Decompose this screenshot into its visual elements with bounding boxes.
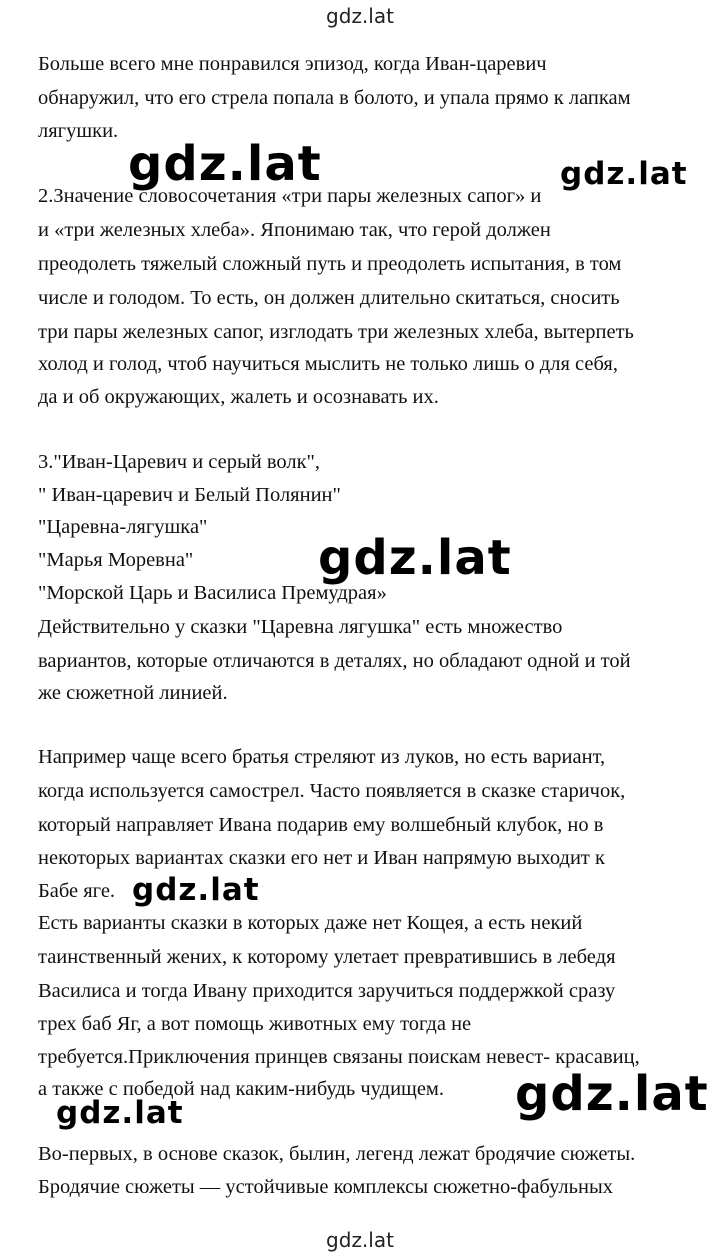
text-line-3: лягушки. [38, 120, 119, 142]
text-line-5: и «три железных хлеба». Японимаю так, что герой должен [38, 219, 551, 241]
watermark: gdz.lat [132, 872, 260, 908]
text-line-28: требуется.Приключения принцев связаны поискам невест- красавиц, [38, 1046, 640, 1068]
text-line-30: Во-первых, в основе сказок, былин, легенд лежат бродячие сюжеты. [38, 1143, 636, 1165]
text-line-24: Есть варианты сказки в которых даже нет Кощея, а есть некий [38, 912, 583, 934]
text-line-29: а также с победой над каким-нибудь чудищем. [38, 1078, 445, 1100]
text-line-31: Бродячие сюжеты — устойчивые комплексы сюжетно-фабульных [38, 1176, 613, 1198]
text-line-26: Василиса и тогда Ивану приходится заручиться поддержкой сразу [38, 980, 616, 1002]
text-line-13: "Царевна-лягушка" [38, 516, 208, 538]
text-line-8: три пары железных сапог, изглодать три железных хлеба, вытерпеть [38, 321, 634, 343]
text-line-10: да и об окружающих, жалеть и осознавать их. [38, 386, 439, 408]
text-line-21: который направляет Ивана подарив ему волшебный клубок, но в [38, 814, 604, 836]
text-line-17: вариантов, которые отличаются в деталях, но обладают одной и той [38, 650, 631, 672]
text-line-7: числе и голодом. То есть, он должен длительно скитаться, сносить [38, 287, 620, 309]
text-line-9: холод и голод, чтоб научиться мыслить не только лишь о для себя, [38, 353, 618, 375]
text-line-2: обнаружил, что его стрела попала в болото, и упала прямо к лапкам [38, 87, 631, 109]
text-line-14: "Марья Моревна" [38, 549, 194, 571]
text-line-6: преодолеть тяжелый сложный путь и преодолеть испытания, в том [38, 253, 622, 275]
text-line-27: трех баб Яг, а вот помощь животных ему тогда не [38, 1013, 472, 1035]
text-line-22: некоторых вариантах сказки его нет и Иван напрямую выходит к [38, 847, 605, 869]
page-header: gdz.lat [326, 4, 394, 28]
text-line-18: же сюжетной линией. [38, 682, 228, 704]
text-line-25: таинственный жених, к которому улетает превратившись в лебедя [38, 946, 616, 968]
watermark: gdz.lat [56, 1095, 184, 1131]
text-line-19: Например чаще всего братья стреляют из луков, но есть вариант, [38, 746, 606, 768]
watermark: gdz.lat [560, 156, 688, 192]
watermark: gdz.lat [318, 530, 512, 586]
text-line-23: Бабе яге. [38, 880, 116, 902]
text-line-12: " Иван-царевич и Белый Полянин" [38, 484, 341, 506]
text-line-16: Действительно у сказки "Царевна лягушка" есть множество [38, 616, 563, 638]
page-footer: gdz.lat [326, 1228, 394, 1252]
text-line-4: 2.Значение словосочетания «три пары железных сапог» и [38, 185, 542, 207]
text-line-1: Больше всего мне понравился эпизод, когда Иван-царевич [38, 53, 547, 75]
text-line-20: когда используется самострел. Часто появляется в сказке старичок, [38, 780, 626, 802]
text-line-15: "Морской Царь и Василиса Премудрая» [38, 582, 387, 604]
watermark: gdz.lat [128, 136, 322, 192]
watermark: gdz.lat [515, 1066, 709, 1122]
text-line-11: 3."Иван-Царевич и серый волк", [38, 451, 321, 473]
